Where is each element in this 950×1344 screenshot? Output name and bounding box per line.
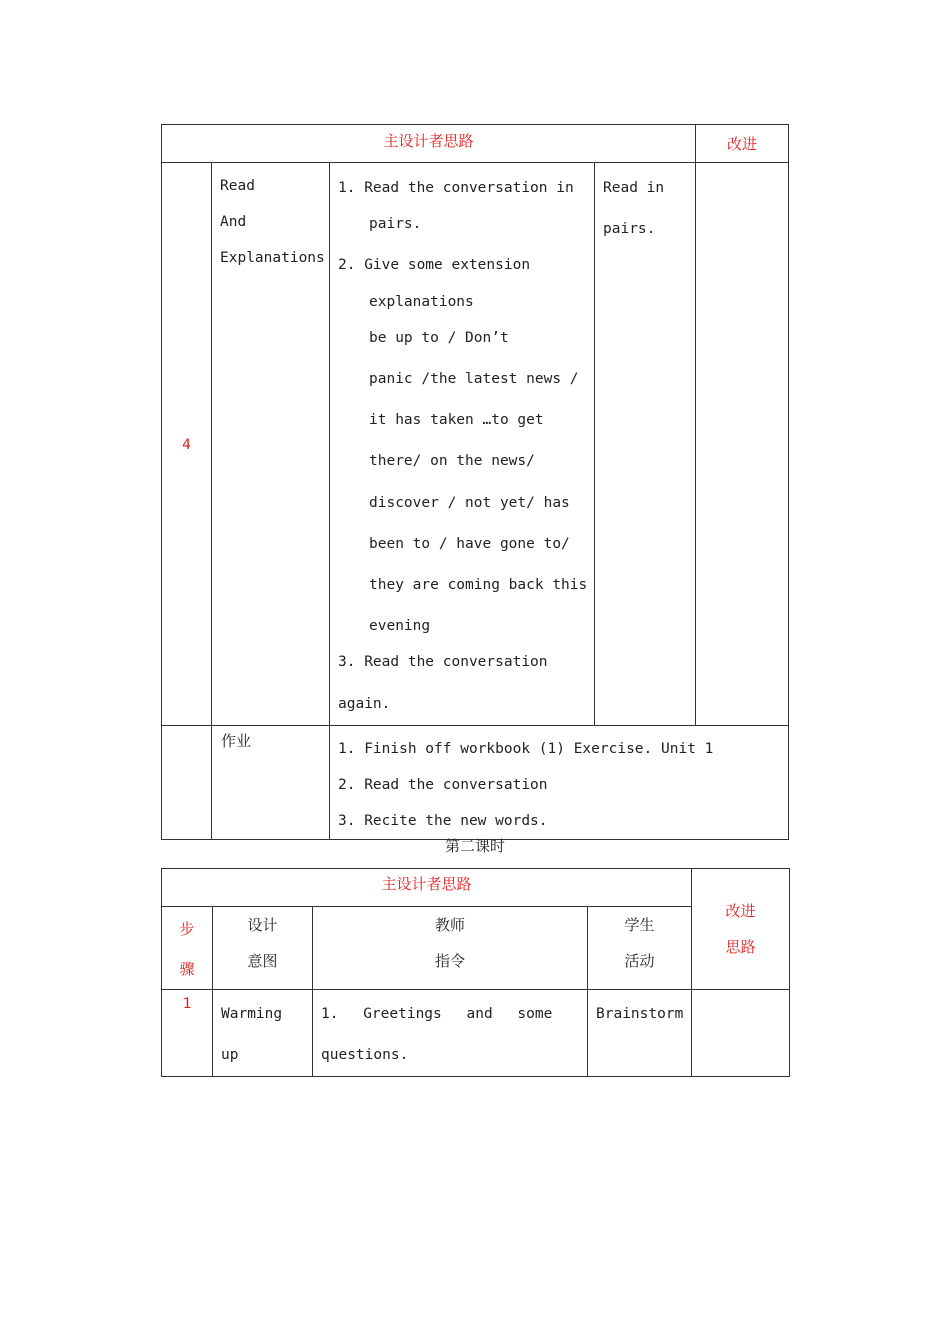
designer-thoughts-label: 主设计者思路 <box>383 132 474 150</box>
step-header-char: 骤 <box>179 960 195 978</box>
intent-header-text: 设计 <box>247 916 278 934</box>
teacher-line: been to / have gone to/ <box>369 535 570 552</box>
intent-line: up <box>221 1047 239 1063</box>
intent-cell <box>212 163 330 726</box>
teacher-line: evening <box>369 618 431 635</box>
teacher-line-text: 1. Read the conversation in <box>338 180 574 196</box>
student-activity-cell <box>588 990 692 1077</box>
teacher-line: 3. Read the conversation <box>338 654 548 671</box>
step-number: 4 <box>182 436 191 453</box>
teacher-line: they are coming back this <box>369 577 588 594</box>
teacher-instructions-cell <box>330 163 595 726</box>
student-line: Read in <box>603 180 665 196</box>
teacher-line: 2. Give some extension <box>338 257 531 274</box>
teacher-line: there/ on the news/ <box>369 453 535 470</box>
homework-step-cell <box>162 725 212 839</box>
step-number: 1 <box>182 996 192 1012</box>
teacher-line <box>338 168 586 209</box>
improvement-header <box>696 125 789 163</box>
teacher-line: discover / not yet/ has <box>369 494 570 511</box>
student-line: pairs. <box>603 221 656 237</box>
student-header <box>588 907 692 990</box>
improvement-label: 改进 <box>727 135 758 153</box>
intent-header-text: 意图 <box>247 952 278 970</box>
lesson-plan-table-1 <box>161 124 789 840</box>
intent-line: Explanations <box>220 250 325 266</box>
teacher-line: explanations <box>369 293 474 310</box>
intent-line: Warming <box>221 1006 283 1022</box>
teacher-line: questions. <box>321 1047 409 1063</box>
improvement-label: 改进 <box>725 902 756 920</box>
teacher-line: pairs. <box>369 216 422 233</box>
intent-cell <box>213 990 313 1077</box>
homework-item: 3. Recite the new words. <box>338 812 548 829</box>
intent-line: And <box>220 214 247 230</box>
step-number-cell <box>162 163 212 726</box>
student-line: Brainstorm <box>596 1006 684 1022</box>
teacher-line: panic /the latest news / <box>369 371 579 388</box>
step-number-cell <box>162 990 213 1077</box>
improvement-header <box>692 869 790 990</box>
teacher-line: 1. Greetings and some <box>321 1006 553 1022</box>
improvement-cell <box>696 163 789 726</box>
teacher-line: be up to / Don’t <box>369 329 509 346</box>
teacher-header-text: 指令 <box>434 952 465 970</box>
homework-items-cell <box>330 725 789 839</box>
student-header-text: 学生 <box>624 916 655 934</box>
homework-item: 1. Finish off workbook (1) Exercise. Unit 1 <box>338 740 714 757</box>
step-header-char: 步 <box>179 920 195 938</box>
intent-line: Read <box>220 178 255 194</box>
improvement-label: 思路 <box>725 938 756 956</box>
lesson-title: 第二课时 <box>444 837 505 855</box>
designer-thoughts-header <box>162 869 692 907</box>
teacher-line: again. <box>338 695 391 712</box>
improvement-cell <box>692 990 790 1077</box>
intent-header <box>213 907 313 990</box>
homework-label-cell <box>212 725 330 839</box>
teacher-line: it has taken …to get <box>369 412 544 429</box>
teacher-header <box>313 907 588 990</box>
designer-thoughts-label: 主设计者思路 <box>381 875 472 893</box>
student-activity-cell <box>595 163 696 726</box>
homework-item: 2. Read the conversation <box>338 776 548 793</box>
designer-thoughts-header <box>162 125 696 163</box>
teacher-header-text: 教师 <box>434 916 465 934</box>
lesson-plan-table-2 <box>161 868 790 1077</box>
student-header-text: 活动 <box>624 952 655 970</box>
homework-label: 作业 <box>221 731 252 750</box>
step-header <box>162 907 213 990</box>
teacher-instructions-cell <box>313 990 588 1077</box>
